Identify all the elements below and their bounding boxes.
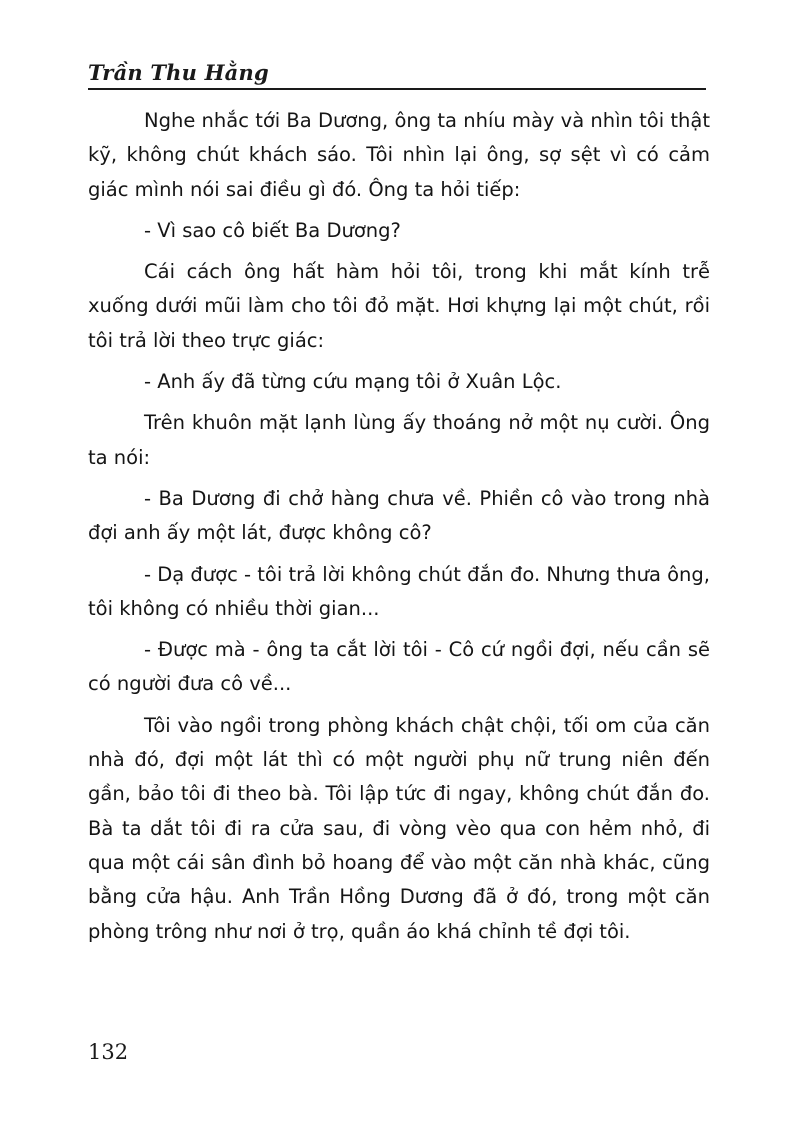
paragraph-3: Cái cách ông hất hàm hỏi tôi, trong khi mắt kính trễ xuống dưới mũi làm cho tôi đỏ mặt. Hơi khựng lại một chút, rồi tôi trả lời theo trực giác: <box>88 260 710 352</box>
page-number: 132 <box>88 1040 129 1064</box>
paragraph-2: - Vì sao cô biết Ba Dương? <box>144 218 401 242</box>
paragraph-6: - Ba Dương đi chở hàng chưa về. Phiền cô vào trong nhà đợi anh ấy một lát, được không cô? <box>88 486 710 545</box>
paragraph-1: Nghe nhắc tới Ba Dương, ông ta nhíu mày và nhìn tôi thật kỹ, không chút khách sáo. Tôi nhìn lại ông, sợ sệt vì có cảm giác mình nói sai điều gì đó. Ông ta hỏi tiếp: <box>88 109 710 201</box>
running-head-author: Trần Thu Hằng <box>88 60 269 85</box>
page-header <box>88 56 706 92</box>
paragraph-8: - Được mà - ông ta cắt lời tôi - Cô cứ ngồi đợi, nếu cần sẽ có người đưa cô về... <box>88 638 710 696</box>
paragraph-5: Trên khuôn mặt lạnh lùng ấy thoáng nở một nụ cười. Ông ta nói: <box>88 411 710 469</box>
paragraph-4: - Anh ấy đã từng cứu mạng tôi ở Xuân Lộc. <box>144 370 562 394</box>
paragraph-7: - Dạ được - tôi trả lời không chút đắn đo. Nhưng thưa ông, tôi không có nhiều thời gian... <box>88 562 710 620</box>
header-rule <box>88 88 706 90</box>
paragraph-9: Tôi vào ngồi trong phòng khách chật chội, tối om của căn nhà đó, đợi một lát thì có một người phụ nữ trung niên đến gần, bảo tôi đi theo bà. Tôi lập tức đi ngay, không chút đắn đo. Bà ta dắt tôi đi ra cửa sau, đi vòng vèo qua con hẻm nhỏ, đi qua một cái sân đình bỏ hoang để vào một căn nhà khác, cũng bằng cửa hậu. Anh Trần Hồng Dương đã ở đó, trong một căn phòng trông như nơi ở trọ, quần áo khá chỉnh tề đợi tôi. <box>88 713 710 943</box>
body-text <box>88 104 710 956</box>
